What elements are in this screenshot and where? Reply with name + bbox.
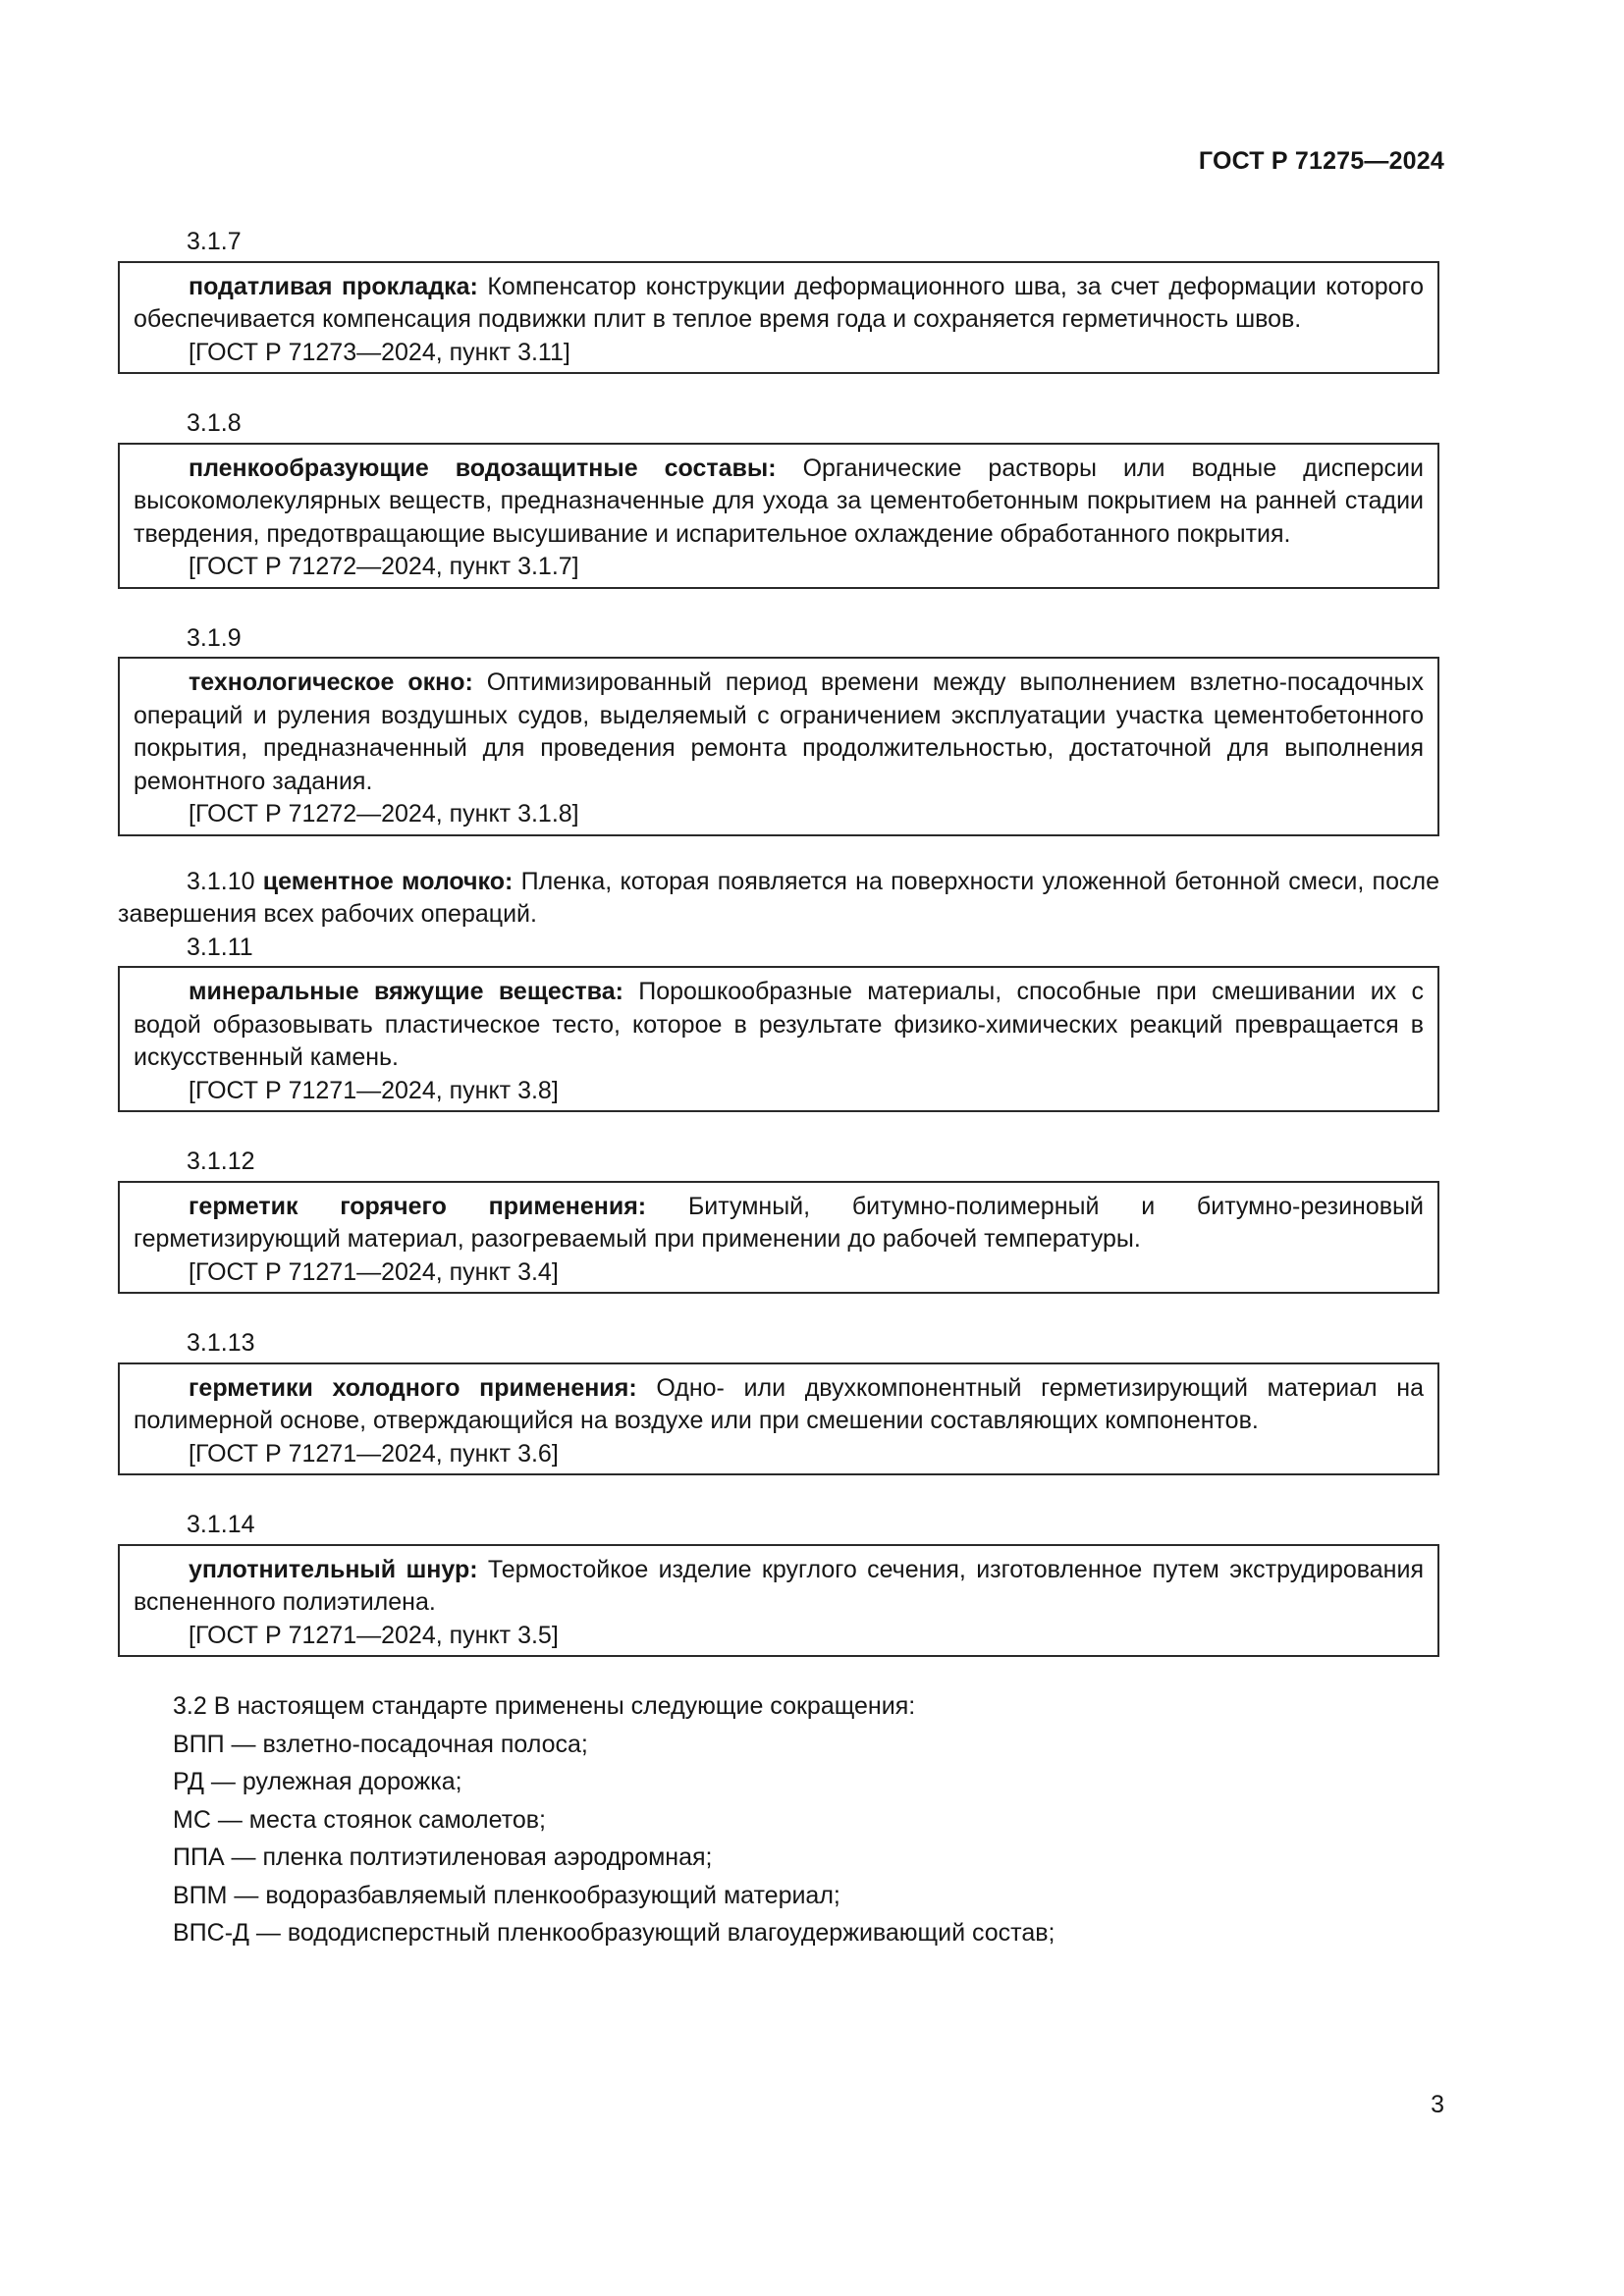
term-definition-box [118, 1544, 1439, 1658]
term-source: [ГОСТ Р 71271—2024, пункт 3.6] [189, 1439, 559, 1468]
term-text: Органические растворы или водные дисперсии высокомолекулярных веществ, предназначенные для ухода за цементобетонным покрытием на ранней стадии твердения, предотвращающие высушивание и испарительное охлаждение обработанного покрытия. [134, 454, 1424, 548]
term-definition-box [118, 261, 1439, 375]
page-number: 3 [1431, 2091, 1444, 2118]
abbreviation-item: МС — места стоянок самолетов; [173, 1805, 546, 1834]
term-number: 3.1.7 [187, 228, 242, 255]
term-source: [ГОСТ Р 71273—2024, пункт 3.11] [189, 338, 570, 366]
term-name: минеральные вяжущие вещества: [189, 978, 623, 1005]
term-name: технологическое окно: [189, 668, 473, 696]
term-source: [ГОСТ Р 71271—2024, пункт 3.4] [189, 1257, 559, 1286]
term-source: [ГОСТ Р 71271—2024, пункт 3.5] [189, 1621, 559, 1649]
term-text: Компенсатор конструкции деформационного шва, за счет деформации которого обеспечивается компенсация подвижки плит в теплое время года и сохраняется герметичность швов. [134, 272, 1424, 333]
abbreviations-intro: 3.2 В настоящем стандарте применены следующие сокращения: [173, 1692, 916, 1720]
term-number: 3.1.9 [187, 623, 242, 652]
term-definition-box [118, 1181, 1439, 1295]
term-text: Порошкообразные материалы, способные при смешивании их с водой образовывать пластическое тесто, которое в результате физико-химических реакций превращается в искусственный камень. [134, 978, 1424, 1071]
term-name: герметики холодного применения: [189, 1373, 637, 1402]
term-definition [134, 1372, 1424, 1438]
term-number: 3.1.12 [187, 1148, 255, 1175]
term-inline-paragraph [118, 866, 1439, 932]
term-definition [134, 1191, 1424, 1256]
term-text: Одно- или двухкомпонентный герметизирующий материал на полимерной основе, отверждающийся на воздухе или при смешении составляющих компонентов. [134, 1373, 1425, 1434]
term-name: податливая прокладка: [189, 272, 478, 300]
term-text: Оптимизированный период времени между выполнением взлетно-посадочных операций и руления воздушных судов, выделяемый с ограничением эксплуатации участка цементобетонного покрытия, предназначенный для проведения ремонта продолжительностью, достаточной для выполнения ремонтного задания. [134, 668, 1424, 795]
abbreviation-item: ВПМ — водоразбавляемый пленкообразующий материал; [173, 1881, 840, 1909]
abbreviation-item: ВПС-Д — вододисперстный пленкообразующий влагоудерживающий состав; [173, 1919, 1056, 1947]
term-definition [134, 453, 1424, 552]
term-definition [134, 667, 1424, 798]
abbreviation-item: ВПП — взлетно-посадочная полоса; [173, 1730, 588, 1758]
term-name: цементное молочко: [262, 867, 514, 895]
term-name: уплотнительный шнур: [189, 1555, 478, 1583]
abbreviation-item: ППА — пленка полтиэтиленовая аэродромная; [173, 1843, 713, 1871]
term-definition [134, 1554, 1424, 1620]
document-code: ГОСТ Р 71275—2024 [1198, 147, 1444, 175]
term-definition [134, 976, 1424, 1075]
term-source: [ГОСТ Р 71272—2024, пункт 3.1.7] [189, 553, 579, 580]
term-number: 3.1.11 [187, 933, 253, 961]
term-definition-box [118, 966, 1439, 1112]
term-source: [ГОСТ Р 71272—2024, пункт 3.1.8] [189, 800, 579, 828]
term-number: 3.1.13 [187, 1329, 255, 1357]
term-number: 3.1.8 [187, 409, 242, 437]
term-text: Битумный, битумно-полимерный и битумно-резиновый герметизирующий материал, разогреваемый при применении до рабочей температуры. [134, 1192, 1424, 1253]
term-number: 3.1.14 [187, 1511, 255, 1538]
term-source: [ГОСТ Р 71271—2024, пункт 3.8] [189, 1076, 559, 1104]
abbreviation-item: РД — рулежная дорожка; [173, 1768, 462, 1795]
term-definition [134, 271, 1424, 337]
term-name: пленкообразующие водозащитные составы: [189, 454, 777, 482]
page-content [118, 226, 1439, 1950]
term-definition-box [118, 657, 1439, 836]
term-text: Термостойкое изделие круглого сечения, изготовленное путем экструдирования вспененного полиэтилена. [134, 1555, 1424, 1616]
term-definition-box [118, 443, 1439, 589]
term-name: герметик горячего применения: [189, 1192, 647, 1220]
term-definition-box [118, 1362, 1439, 1476]
term-number: 3.1.10 [187, 867, 255, 895]
term-text: Пленка, которая появляется на поверхности уложенной бетонной смеси, после завершения всех рабочих операций. [118, 867, 1439, 928]
